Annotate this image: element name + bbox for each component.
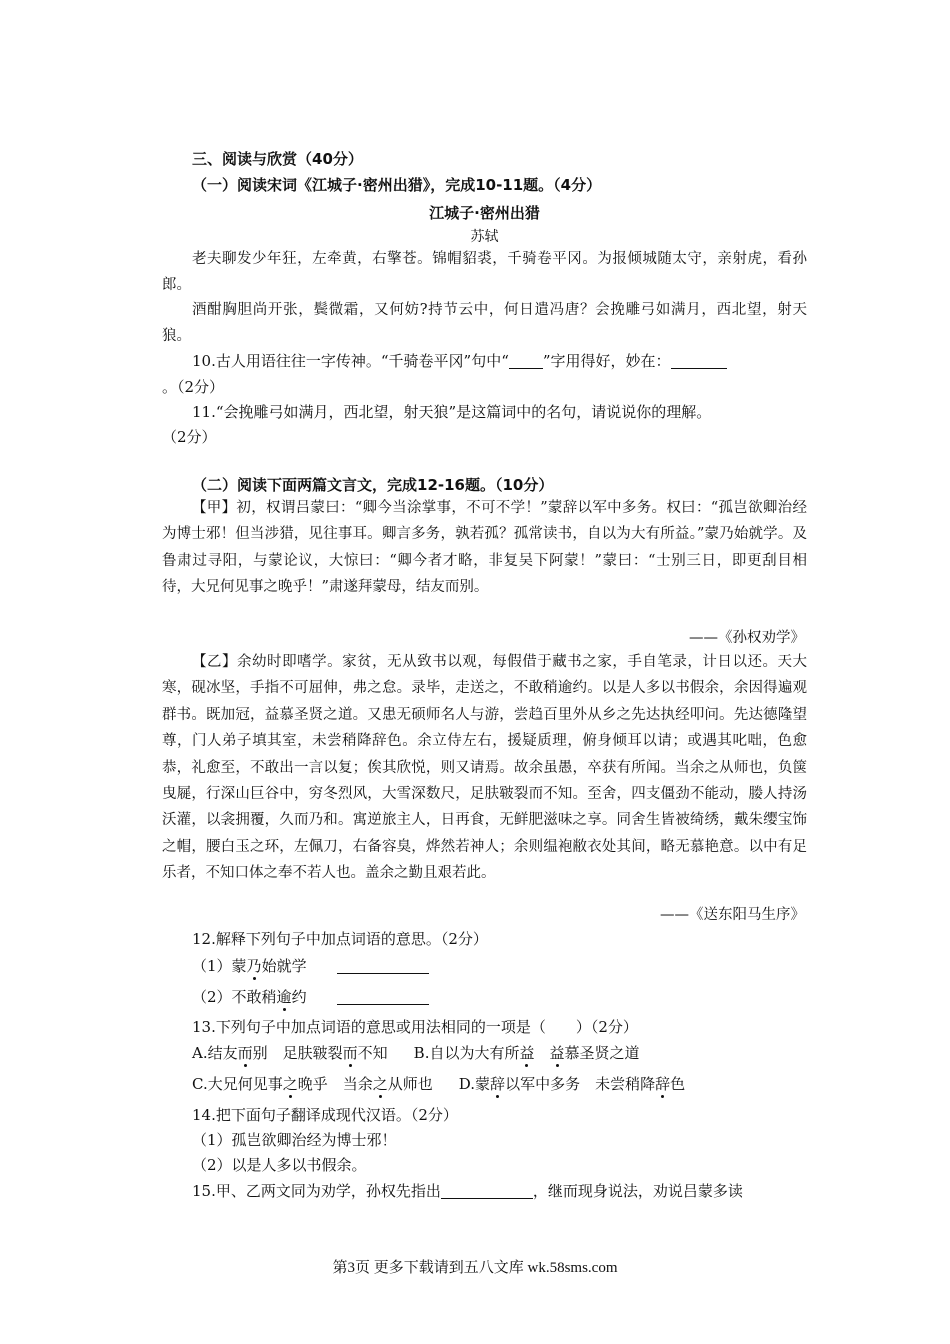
question-12-item-2 (192, 986, 429, 1007)
poem-stanza-2: 酒酣胸胆尚开张，鬓微霜，又何妨?持节云中，何日遣冯唐？会挽雕弓如满月，西北望，射天狼。 (162, 302, 807, 345)
passage-jia: 【甲】初，权谓吕蒙曰：“卿今当涂掌事，不可不学！”蒙辞以军中多务。权曰：“孤岂欲卿治经为博士邪！但当涉猎，见往事耳。卿言多务，孰若孤？孤常读书，自以为大有所益。”蒙乃始就学。及鲁肃过寻阳，与蒙论议，大惊曰：“卿今者才略，非复吴下阿蒙！”蒙曰：“士别三日，即更刮目相待，大兄何见事之晚乎！”肃遂拜蒙母，结友而别。 (162, 500, 807, 596)
question-11: 11.“会挽雕弓如满月，西北望，射天狼”是这篇词中的名句，请说说你的理解。 (192, 403, 712, 421)
option-d-text: 色 (670, 1075, 686, 1093)
answer-blank[interactable] (337, 957, 429, 974)
passage-yi: 【乙】余幼时即嗜学。家贫，无从致书以观，每假借于藏书之家，手自笔录，计日以还。天大寒，砚冰坚，手指不可屈伸，弗之怠。录毕，走送之，不敢稍逾约。以是人多以书假余，余因得遍观群书。既加冠，益慕圣贤之道。又患无硕师名人与游，尝趋百里外从乡之先达执经叩问。先达德隆望尊，门人弟子填其室，未尝稍降辞色。余立侍左右，援疑质理，俯身倾耳以请；或遇其叱咄，色愈恭，礼愈至，不敢出一言以复；俟其欣悦，则又请焉。故余虽愚，卒获有所闻。当余之从师也，负箧曳屣，行深山巨谷中，穷冬烈风，大雪深数尺，足肤皲裂而不知。至舍，四支僵劲不能动，媵人持汤沃灌，以衾拥覆，久而乃和。寓逆旅主人，日再食，无鲜肥滋味之享。同舍生皆被绮绣，戴朱缨宝饰之帽，腰白玉之环，左佩刀，右备容臭，烨然若神人；余则缊袍敝衣处其间，略无慕艳意。以中有足乐者，不知口体之奉不若人也。盖余之勤且艰若此。 (162, 654, 807, 882)
option-b-text: B.自以为大有所 (413, 1044, 520, 1062)
answer-blank[interactable] (671, 352, 727, 369)
question-12-item-1 (192, 955, 429, 976)
part2-heading: （二）阅读下面两篇文言文，完成12-16题。（10分） (192, 476, 554, 494)
answer-blank[interactable] (441, 1182, 533, 1199)
dotted-word: 逾 (276, 988, 292, 1006)
question-11-score: （2分） (162, 428, 217, 446)
poem-author: 苏轼 (470, 229, 499, 245)
question-14-item-1: （1）孤岂欲卿治经为博士邪！ (192, 1131, 397, 1149)
question-14-item-2: （2）以是人多以书假余。 (192, 1156, 367, 1174)
question-15 (192, 1180, 743, 1201)
option-d[interactable] (459, 1075, 685, 1093)
q12-1-pre: （1）蒙 (192, 957, 247, 975)
option-c[interactable] (192, 1075, 433, 1093)
page-footer: 第3页 更多下载请到五八文库 wk.58sms.com (332, 1260, 618, 1276)
q12-2-pre: （2）不敢稍 (192, 988, 277, 1006)
passage-yi-source: ——《送东阳马生序》 (660, 907, 805, 923)
question-12: 12.解释下列句子中加点词语的意思。（2分） (192, 930, 488, 948)
question-13: 13.下列句子中加点词语的意思或用法相同的一项是（ ）（2分） (192, 1018, 638, 1036)
dotted-word: 益 (549, 1044, 565, 1062)
q12-1-post: 始就学 (261, 957, 307, 975)
dotted-word: 乃 (246, 957, 262, 975)
option-c-text: 晚乎 当余 (297, 1075, 373, 1093)
option-a[interactable] (192, 1044, 388, 1062)
option-a-text: 不知 (357, 1044, 388, 1062)
dotted-word: 辞 (490, 1075, 506, 1093)
question-10-score: 。（2分） (162, 378, 225, 396)
option-b-text (534, 1044, 549, 1062)
poem-stanza-1: 老夫聊发少年狂，左牵黄，右擎苍。锦帽貂裘，千骑卷平冈。为报倾城随太守，亲射虎，看孙郎。 (162, 251, 807, 294)
option-c-text: C.大兄何见事 (192, 1075, 283, 1093)
dotted-word: 益 (519, 1044, 535, 1062)
dotted-word: 辞 (655, 1075, 671, 1093)
poem-title: 江城子·密州出猎 (429, 204, 540, 222)
dotted-word: 之 (372, 1075, 388, 1093)
option-b-text: 慕圣贤之道 (564, 1044, 640, 1062)
question-10 (192, 350, 727, 371)
question-10-text-a: 10.古人用语往往一字传神。“千骑卷平冈”句中“ (192, 352, 509, 370)
question-15-text-b: ，继而现身说法，劝说吕蒙多读 (532, 1182, 743, 1200)
question-13-options-ab (192, 1042, 640, 1063)
question-15-text-a: 15.甲、乙两文同为劝学，孙权先指出 (192, 1182, 441, 1200)
question-10-text-b: ”字用得好，妙在： (542, 352, 671, 370)
option-c-text: 从师也 (387, 1075, 433, 1093)
dotted-word: 而 (237, 1044, 253, 1062)
option-d-text: D.蒙 (458, 1075, 491, 1093)
part1-heading: （一）阅读宋词《江城子·密州出猎》，完成10-11题。（4分） (192, 176, 602, 194)
option-a-text: 别 足肤皲裂 (252, 1044, 343, 1062)
answer-blank[interactable] (509, 352, 543, 369)
option-d-text: 以军中多务 未尝稍降 (505, 1075, 656, 1093)
dotted-word: 而 (342, 1044, 358, 1062)
question-13-options-cd (192, 1073, 685, 1094)
option-a-text: A.结友 (192, 1044, 238, 1062)
answer-blank[interactable] (337, 988, 429, 1005)
q12-2-post: 约 (291, 988, 307, 1006)
dotted-word: 之 (282, 1075, 298, 1093)
passage-jia-source: ——《孙权劝学》 (689, 630, 805, 646)
question-14: 14.把下面句子翻译成现代汉语。（2分） (192, 1106, 458, 1124)
section-title: 三、阅读与欣赏（40分） (192, 150, 363, 168)
option-b[interactable] (414, 1044, 640, 1062)
